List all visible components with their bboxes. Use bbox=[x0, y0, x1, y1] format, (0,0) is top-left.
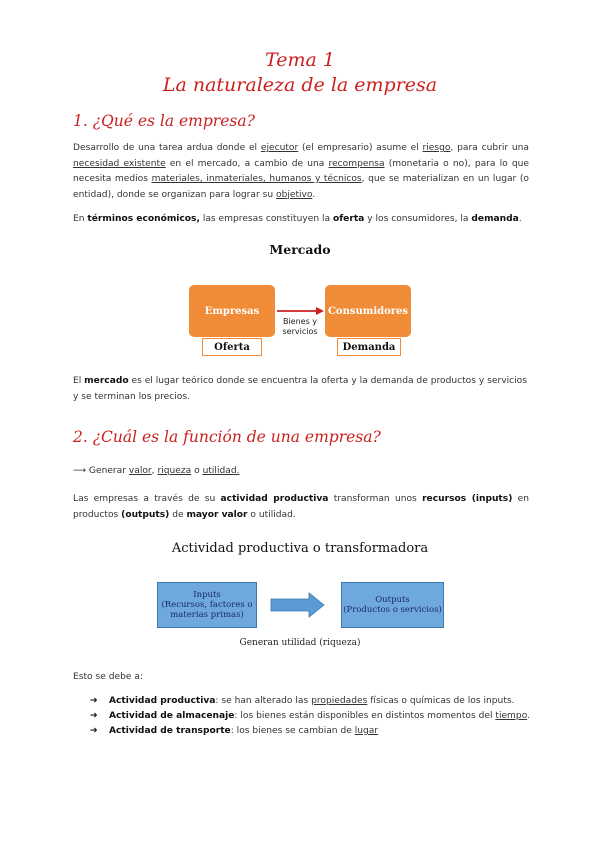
text: ⟶ Generar bbox=[73, 466, 129, 476]
demanda-label: Demanda bbox=[337, 338, 401, 356]
bold-text: mercado bbox=[84, 376, 129, 386]
text: es el lugar teórico donde se encuentra la oferta y la demanda de productos y servicios y se terminan los precios. bbox=[73, 376, 527, 402]
text: de bbox=[169, 509, 187, 520]
inputs-line2: (Recursos, factores o bbox=[161, 600, 253, 610]
text: o utilidad. bbox=[247, 509, 296, 520]
inputs-title: Inputs bbox=[193, 590, 221, 600]
bold-text: oferta bbox=[332, 214, 365, 224]
text: en el mercado, a cambio de una bbox=[165, 158, 329, 169]
section2-heading: 2. ¿Cuál es la función de una empresa? bbox=[73, 428, 381, 446]
underlined-text: valor bbox=[128, 466, 152, 476]
bold-text: Actividad de transporte bbox=[109, 726, 231, 736]
production-diagram-caption: Generan utilidad (riqueza) bbox=[239, 638, 361, 648]
text: . bbox=[527, 711, 531, 721]
text: El bbox=[73, 376, 85, 386]
text: Las empresas a través de su bbox=[73, 494, 221, 504]
arrow-label-2: servicios bbox=[282, 327, 318, 336]
text: y los consumidores, la bbox=[364, 214, 472, 224]
list-item bbox=[90, 709, 530, 724]
text: . bbox=[518, 214, 522, 224]
bold-text: términos económicos, bbox=[87, 214, 200, 224]
text: las empresas constituyen la bbox=[199, 214, 333, 224]
outputs-box bbox=[341, 582, 444, 628]
market-diagram-title: Mercado bbox=[269, 242, 331, 257]
text: En bbox=[73, 214, 88, 224]
arrow-bullet-icon: ➔ bbox=[90, 696, 98, 706]
section2-paragraph1 bbox=[73, 492, 529, 523]
text: o bbox=[191, 466, 203, 476]
transform-arrow-shape bbox=[271, 593, 324, 617]
underlined-text: lugar bbox=[354, 726, 379, 736]
list-item bbox=[90, 694, 530, 709]
text: : los bienes se cambian de bbox=[230, 726, 355, 736]
arrow-label-1: Bienes y bbox=[282, 317, 318, 326]
outputs-title: Outputs bbox=[375, 595, 410, 605]
text: Desarrollo de una tarea ardua donde el bbox=[73, 143, 261, 153]
text: en productos bbox=[73, 494, 530, 520]
bold-text: recursos (inputs) bbox=[422, 494, 513, 504]
bold-text: Actividad de almacenaje bbox=[109, 711, 235, 721]
activity-list bbox=[90, 694, 530, 739]
text: : se han alterado las bbox=[215, 696, 312, 706]
bold-text: actividad productiva bbox=[220, 494, 329, 504]
text: (monetaria o no), para lo que necesita medios bbox=[73, 158, 530, 184]
bold-text: Actividad productiva bbox=[109, 696, 216, 706]
production-diagram-title: Actividad productiva o transformadora bbox=[171, 541, 429, 556]
underlined-text: recompensa bbox=[328, 158, 385, 169]
text: , bbox=[151, 466, 158, 476]
underlined-text: propiedades bbox=[311, 696, 368, 706]
underlined-text: materiales, inmateriales, humanos y técnicos bbox=[151, 174, 362, 184]
underlined-text: utilidad. bbox=[202, 466, 240, 476]
section1-heading: 1. ¿Qué es la empresa? bbox=[73, 112, 255, 130]
bold-text: mayor valor bbox=[186, 509, 248, 520]
page-title-line1: Tema 1 bbox=[265, 49, 335, 71]
text: transforman unos bbox=[328, 494, 423, 504]
arrow-bullet-icon: ➔ bbox=[90, 711, 98, 721]
bold-text: (outputs) bbox=[121, 509, 170, 520]
inputs-line3: materias primas) bbox=[170, 610, 244, 620]
supply-arrow-head bbox=[316, 307, 324, 315]
outputs-line2: (Productos o servicios) bbox=[343, 605, 442, 615]
text: , para cubrir una bbox=[450, 143, 529, 153]
text: : los bienes están disponibles en distintos momentos del bbox=[234, 711, 496, 721]
empresas-box: Empresas bbox=[189, 285, 275, 337]
text: (el empresario) asume el bbox=[298, 143, 423, 153]
underlined-text: necesidad existente bbox=[73, 158, 166, 169]
consumidores-box: Consumidores bbox=[325, 285, 411, 337]
underlined-text: riesgo bbox=[422, 143, 451, 153]
oferta-label: Oferta bbox=[202, 338, 262, 356]
underlined-text: ejecutor bbox=[260, 143, 299, 153]
text: físicas o químicas de los inputs. bbox=[367, 696, 515, 706]
section1-paragraph1 bbox=[73, 141, 529, 203]
section2-intro: Esto se debe a: bbox=[73, 672, 143, 682]
underlined-text: riqueza bbox=[157, 466, 192, 476]
list-item bbox=[90, 724, 530, 739]
arrow-bullet-icon: ➔ bbox=[90, 726, 98, 736]
text: , que se materializan en un lugar (o entidad), donde se organizan para lograr su bbox=[73, 174, 529, 200]
bold-text: demanda bbox=[471, 214, 519, 224]
text: . bbox=[312, 189, 316, 200]
page-title-line2: La naturaleza de la empresa bbox=[162, 74, 438, 96]
section2-line1 bbox=[73, 464, 529, 480]
section1-paragraph2 bbox=[73, 212, 529, 228]
inputs-box bbox=[157, 582, 257, 628]
underlined-text: tiempo bbox=[495, 711, 528, 721]
underlined-text: objetivo bbox=[276, 189, 313, 200]
section1-paragraph3 bbox=[73, 374, 533, 405]
